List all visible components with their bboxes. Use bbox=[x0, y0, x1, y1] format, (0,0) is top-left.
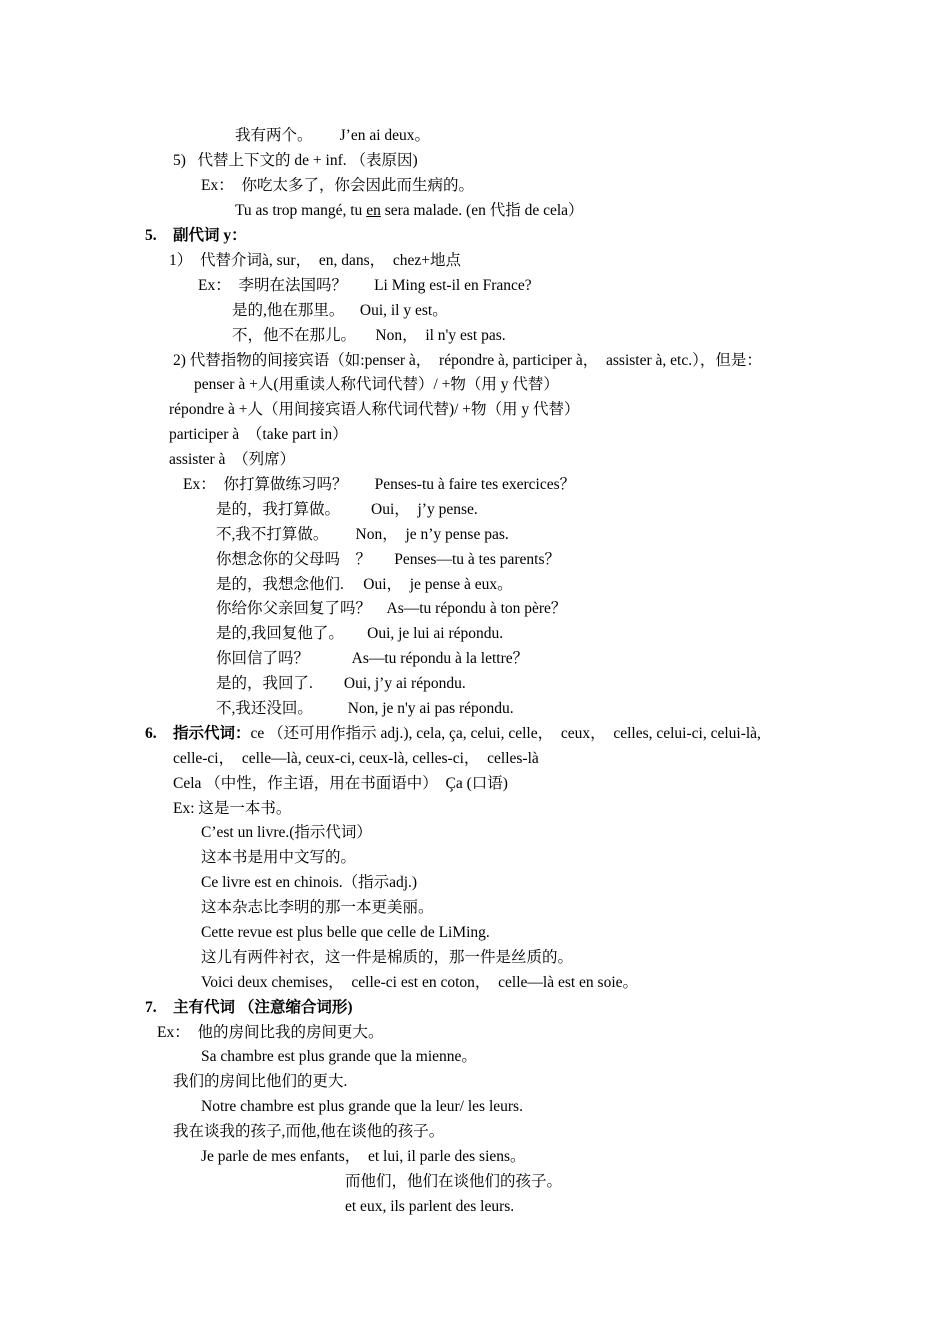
text-line: 2) 代替指物的间接宾语（如:penser à， répondre à, participer à， assister à, etc.），但是： bbox=[173, 352, 762, 369]
text-line: 是的，我打算做。 Oui， j’y pense. bbox=[216, 501, 478, 518]
text-line: assister à （列席） bbox=[169, 451, 296, 468]
text-line: 你想念你的父母吗 ？ Penses—tu à tes parents？ bbox=[216, 551, 560, 568]
text-line: 而他们，他们在谈他们的孩子。 bbox=[345, 1173, 563, 1190]
section-heading-6 bbox=[145, 724, 761, 744]
text-line: C’est un livre.(指示代词） bbox=[201, 824, 372, 841]
section-title: 副代词 y： bbox=[173, 227, 247, 244]
text-line: celle-ci， celle—là, ceux-ci, ceux-là, celles-ci， celles-là bbox=[173, 750, 539, 767]
section-number: 7. bbox=[145, 999, 157, 1016]
section-heading-7 bbox=[145, 998, 353, 1018]
text-segment: ce （还可用作指示 adj.), cela, ça, celui, celle， ceux， celles, celui-ci, celui-là, bbox=[250, 725, 761, 742]
text-line: 是的,我回复他了。 Oui, je lui ai répondu. bbox=[216, 625, 504, 642]
text-line: Cette revue est plus belle que celle de LiMing. bbox=[201, 924, 490, 941]
text-line: Ex: 这是一本书。 bbox=[173, 800, 292, 817]
underlined-word: en bbox=[366, 202, 381, 219]
text-line: 我有两个。 J’en ai deux。 bbox=[235, 127, 431, 144]
text-line: 是的,他在那里。 Oui, il y est。 bbox=[232, 302, 448, 319]
text-line: 这本杂志比李明的那一本更美丽。 bbox=[201, 899, 434, 916]
text-line: 不，他不在那儿。 Non， il n'y est pas. bbox=[232, 327, 506, 344]
section-title: 指示代词： bbox=[173, 725, 251, 742]
text-line: 不,我不打算做。 Non， je n’y pense pas. bbox=[216, 526, 509, 543]
text-line: Notre chambre est plus grande que la leur/ les leurs. bbox=[201, 1098, 523, 1115]
text-segment: Tu as trop mangé, tu bbox=[235, 202, 367, 219]
text-line: 你回信了吗？ As—tu répondu à la lettre？ bbox=[216, 650, 529, 667]
text-line: 这本书是用中文写的。 bbox=[201, 849, 357, 866]
text-line: 这儿有两件衬衣，这一件是棉质的，那一件是丝质的。 bbox=[201, 949, 574, 966]
section-number: 6. bbox=[145, 725, 157, 742]
text-line: 5) 代替上下文的 de + inf. （表原因) bbox=[173, 152, 418, 169]
text-line: Sa chambre est plus grande que la mienne。 bbox=[201, 1048, 477, 1065]
text-line: Je parle de mes enfants， et lui, il parle des siens。 bbox=[201, 1148, 526, 1165]
text-line: 是的，我回了. Oui, j’y ai répondu. bbox=[216, 675, 466, 692]
text-line: Voici deux chemises， celle-ci est en coton， celle—là est en soie。 bbox=[201, 974, 639, 991]
section-heading-5 bbox=[145, 226, 247, 246]
text-line: et eux, ils parlent des leurs. bbox=[345, 1198, 515, 1215]
text-line: 1） 代替介词à, sur， en, dans， chez+地点 bbox=[169, 252, 461, 269]
text-line: Ex： 你吃太多了，你会因此而生病的。 bbox=[201, 177, 474, 194]
text-line: 我在谈我的孩子,而他,他在谈他的孩子。 bbox=[173, 1123, 445, 1140]
text-line: répondre à +人（用间接宾语人称代词代替)/ +物（用 y 代替） bbox=[169, 401, 580, 418]
text-line: 不,我还没回。 Non, je n'y ai pas répondu. bbox=[216, 700, 514, 717]
text-line: Cela （中性，作主语，用在书面语中） Ça (口语) bbox=[173, 775, 508, 792]
text-line: Ex： 李明在法国吗？ Li Ming est-il en France? bbox=[198, 277, 532, 294]
text-line: 是的，我想念他们. Oui， je pense à eux。 bbox=[216, 576, 513, 593]
text-line: 我们的房间比他们的更大. bbox=[173, 1073, 348, 1090]
text-line: 你给你父亲回复了吗？ As—tu répondu à ton père？ bbox=[216, 600, 567, 617]
section-number: 5. bbox=[145, 227, 157, 244]
text-segment: sera malade. (en 代指 de cela） bbox=[380, 202, 584, 219]
text-line: penser à +人(用重读人称代词代替）/ +物（用 y 代替） bbox=[194, 376, 559, 393]
text-line: Ex： 你打算做练习吗？ Penses-tu à faire tes exercices？ bbox=[183, 476, 576, 493]
text-line: Ce livre est en chinois.（指示adj.) bbox=[201, 874, 418, 891]
text-line: participer à （take part in） bbox=[169, 426, 348, 443]
text-line bbox=[235, 201, 584, 221]
section-title: 主有代词 （注意缩合词形) bbox=[173, 999, 353, 1016]
text-line: Ex： 他的房间比我的房间更大。 bbox=[157, 1024, 384, 1041]
